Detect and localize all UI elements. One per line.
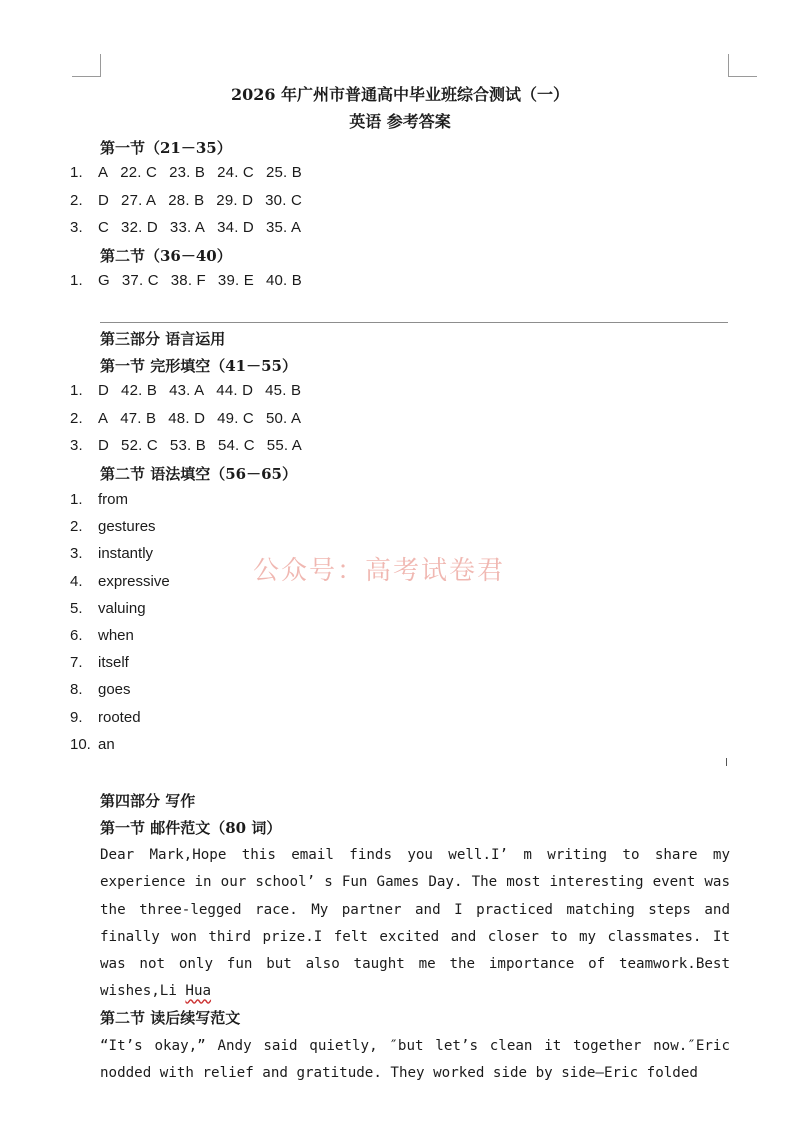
item-number: 2. — [70, 518, 83, 536]
answer-cell: 42. B — [121, 382, 158, 399]
answer-cell: 38. F — [170, 272, 206, 289]
answer-cell: 39. E — [217, 272, 254, 289]
answer-cell: 37. C — [121, 272, 159, 289]
answer-cell: 34. D — [217, 219, 254, 236]
answer-cell: 49. C — [217, 409, 254, 427]
grammar-fill-item — [70, 681, 131, 698]
item-answer: rooted — [98, 708, 141, 726]
section-heading-email: 第一节 邮件范文（80 词） — [100, 819, 282, 837]
grammar-fill-item — [70, 545, 153, 562]
answer-cell: 47. B — [120, 409, 157, 427]
answer-cell: 35. A — [265, 219, 302, 236]
row-number: 3. — [70, 219, 83, 236]
answer-cell: 45. B — [265, 382, 302, 399]
answer-cell: 40. B — [265, 272, 302, 289]
email-signature-tail: Hua — [185, 983, 212, 1000]
grammar-fill-item — [70, 518, 156, 535]
item-number: 1. — [70, 491, 83, 508]
answer-cell: 52. C — [121, 437, 158, 454]
answer-cell: 22. C — [120, 164, 158, 181]
answer-cell: D — [98, 382, 110, 399]
answer-cell: 43. A — [169, 382, 205, 399]
section-divider — [100, 322, 728, 323]
part4-heading: 第四部分 写作 — [100, 792, 196, 810]
answer-36-40-row — [70, 272, 314, 289]
grammar-fill-item — [70, 600, 146, 617]
answer-cell: 28. B — [168, 191, 205, 209]
item-number: 8. — [70, 681, 83, 699]
answer-cell: 23. B — [169, 164, 206, 181]
answer-41-55-row — [70, 410, 313, 427]
page-corner-mark-top-left — [72, 54, 101, 77]
watermark-text: 公众号：高考试卷君 — [253, 556, 506, 586]
answer-41-55-row — [70, 382, 313, 399]
row-number: 1. — [70, 272, 83, 289]
email-sample-text — [100, 842, 730, 1006]
section-heading-41-55: 第一节 完形填空（41－55） — [100, 357, 297, 375]
answer-cell: C — [98, 219, 110, 236]
row-number: 3. — [70, 437, 83, 454]
item-answer: valuing — [98, 599, 146, 617]
grammar-fill-item — [70, 709, 141, 726]
item-number: 10. — [70, 735, 91, 753]
row-number: 2. — [70, 409, 83, 427]
answer-cell: 48. D — [168, 409, 206, 427]
answer-cell: A — [98, 409, 109, 427]
answer-cell: D — [98, 191, 110, 209]
answer-cell: G — [98, 272, 110, 289]
item-answer: when — [98, 627, 134, 644]
document-title: 2026 年广州市普通高中毕业班综合测试（一） — [230, 85, 570, 104]
answer-cell: 44. D — [216, 382, 254, 399]
section-heading-36-40: 第二节（36－40） — [100, 247, 232, 265]
row-number: 2. — [70, 191, 83, 209]
part3-heading: 第三部分 语言运用 — [100, 330, 226, 348]
answer-41-55-row — [70, 437, 314, 454]
section-heading-21-35: 第一节（21－35） — [100, 139, 232, 157]
answer-cell: 30. C — [265, 191, 302, 209]
grammar-fill-item — [70, 573, 170, 590]
answer-21-35-row — [70, 192, 314, 209]
item-answer: instantly — [98, 545, 154, 563]
answer-cell: 54. C — [217, 437, 255, 454]
story-sample-text: “It’s okay,” Andy said quietly, ″but let’s clean it together now.″Eric nodded with relief and gratitude. They worked side by side—Eric folded — [100, 1038, 730, 1082]
section-heading-continuation: 第二节 读后续写范文 — [100, 1009, 241, 1027]
item-number: 6. — [70, 627, 83, 644]
grammar-fill-item — [70, 654, 129, 671]
item-answer: goes — [98, 681, 131, 699]
answer-21-35-row — [70, 219, 313, 236]
item-number: 7. — [70, 654, 83, 672]
grammar-fill-item — [70, 491, 128, 508]
item-answer: expressive — [98, 572, 170, 590]
margin-mark — [726, 758, 727, 766]
item-answer: from — [98, 491, 128, 508]
row-number: 1. — [70, 164, 83, 181]
item-number: 3. — [70, 545, 83, 563]
item-number: 4. — [70, 572, 83, 590]
answer-cell: 29. D — [216, 191, 254, 209]
answer-cell: 32. D — [121, 219, 158, 236]
section-heading-56-65: 第二节 语法填空（56－65） — [100, 465, 297, 483]
answer-cell: 55. A — [266, 437, 302, 454]
item-number: 9. — [70, 708, 83, 726]
item-answer: gestures — [98, 518, 156, 536]
answer-cell: 33. A — [169, 219, 206, 236]
email-body: Dear Mark,Hope this email finds you well.I’ m writing to share my experience in our school’ s Fun Games Day. The most interesting event was the three-legged race. My partner and I practiced matching steps and finally won third prize.I felt excited and closer to my classmates. It was not only fun but also taught me the importance of teamwork.Best wishes,Li — [100, 847, 730, 1000]
answer-cell: 25. B — [265, 164, 302, 181]
row-number: 1. — [70, 382, 83, 399]
grammar-fill-item — [70, 627, 134, 644]
grammar-fill-item — [70, 736, 115, 753]
answer-cell: 53. B — [169, 437, 206, 454]
answer-21-35-row — [70, 164, 314, 181]
answer-cell: D — [98, 437, 110, 454]
answer-cell: 27. A — [121, 191, 157, 209]
document-subtitle: 英语 参考答案 — [349, 112, 451, 131]
answer-cell: 50. A — [265, 409, 302, 427]
answer-cell: 24. C — [217, 164, 254, 181]
page-corner-mark-top-right — [728, 54, 757, 77]
answer-cell: A — [98, 164, 109, 181]
item-answer: itself — [98, 654, 129, 672]
item-answer: an — [98, 735, 115, 753]
item-number: 5. — [70, 599, 83, 617]
